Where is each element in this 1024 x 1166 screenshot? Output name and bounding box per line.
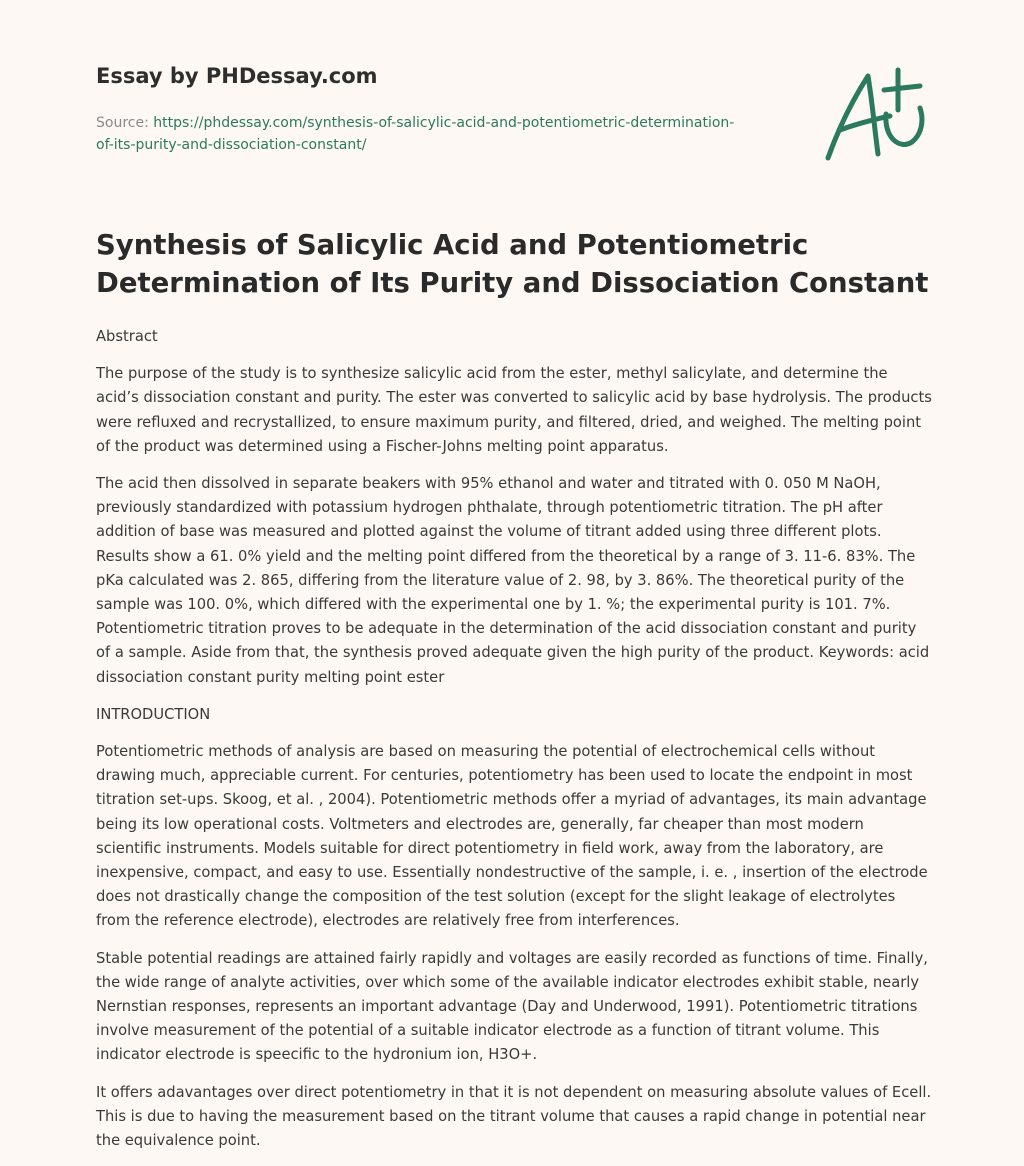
paragraph: Potentiometric methods of analysis are based on measuring the potential of electrochemical cells without drawing much, appreciable current. For centuries, potentiometry has been used to locate the endpoint in most titration set-ups. Skoog, et al. , 2004). Potentiometric methods offer a myriad of advantages, its main advantage being its low operational costs. Voltmeters and electrodes are, generally, far cheaper than most modern scientific instruments. Models suitable for direct potentiometry in field work, away from the laboratory, are inexpensive, compact, and easy to use. Essentially nondestructive of the sample, i. e. , insertion of the electrode does not drastically change the composition of the test solution (except for the slight leakage of electrolytes from the reference electrode), electrodes are relatively free from interferences.: [96, 743, 928, 930]
article-body: [96, 325, 932, 1166]
site-brand: Essay by PHDessay.com: [96, 64, 378, 88]
source-link[interactable]: https://phdessay.com/synthesis-of-salicylic-acid-and-potentiometric-determination-of-its-purity-and-dissociation-constant/: [96, 115, 735, 153]
source-label: Source:: [96, 115, 154, 131]
page-title: Synthesis of Salicylic Acid and Potentiometric Determination of Its Purity and Dissociation Constant: [96, 229, 929, 299]
paragraph: The acid then dissolved in separate beakers with 95% ethanol and water and titrated with 0. 050 M NaOH, previously standardized with potassium hydrogen phthalate, through potentiometric titration. The pH after addition of base was measured and plotted against the volume of titrant added using three different plots. Results show a 61. 0% yield and the melting point differed from the theoretical by a range of 3. 11-6. 83%. The pKa calculated was 2. 865, differing from the literature value of 2. 98, by 3. 86%. The theoretical purity of the sample was 100. 0%, which differed with the experimental one by 1. %; the experimental purity is 101. 7%. Potentiometric titration proves to be adequate in the determination of the acid dissociation constant and purity of a sample. Aside from that, the synthesis proved adequate given the high purity of the product. Keywords: acid dissociation constant purity melting point ester: [96, 475, 930, 686]
paragraph: Stable potential readings are attained fairly rapidly and voltages are easily recorded as functions of time. Finally, the wide range of analyte activities, over which some of the available indicator electrodes exhibit stable, nearly Nernstian responses, represents an important advantage (Day and Underwood, 1991). Potentiometric titrations involve measurement of the potential of a suitable indicator electrode as a function of titrant volume. This indicator electrode is speecific to the hydronium ion, H3O+.: [96, 949, 928, 1064]
paragraph: The purpose of the study is to synthesize salicylic acid from the ester, methyl salicylate, and determine the acid’s dissociation constant and purity. The ester was converted to salicylic acid by base hydrolysis. The products were refluxed and recrystallized, to ensure maximum purity, and filtered, dried, and weighed. The melting point of the product was determined using a Fischer-Johns melting point apparatus.: [96, 365, 932, 455]
section-heading-abstract: Abstract: [96, 328, 158, 345]
section-heading-introduction: INTRODUCTION: [96, 705, 211, 723]
paragraph: It offers adavantages over direct potentiometry in that it is not dependent on measuring absolute values of Ecell. This is due to having the measurement based on the titrant volume that causes a rapid change in potential near the equivalence point.: [96, 1083, 932, 1150]
source-line: [96, 112, 736, 156]
a-plus-logo-icon: [824, 66, 930, 164]
